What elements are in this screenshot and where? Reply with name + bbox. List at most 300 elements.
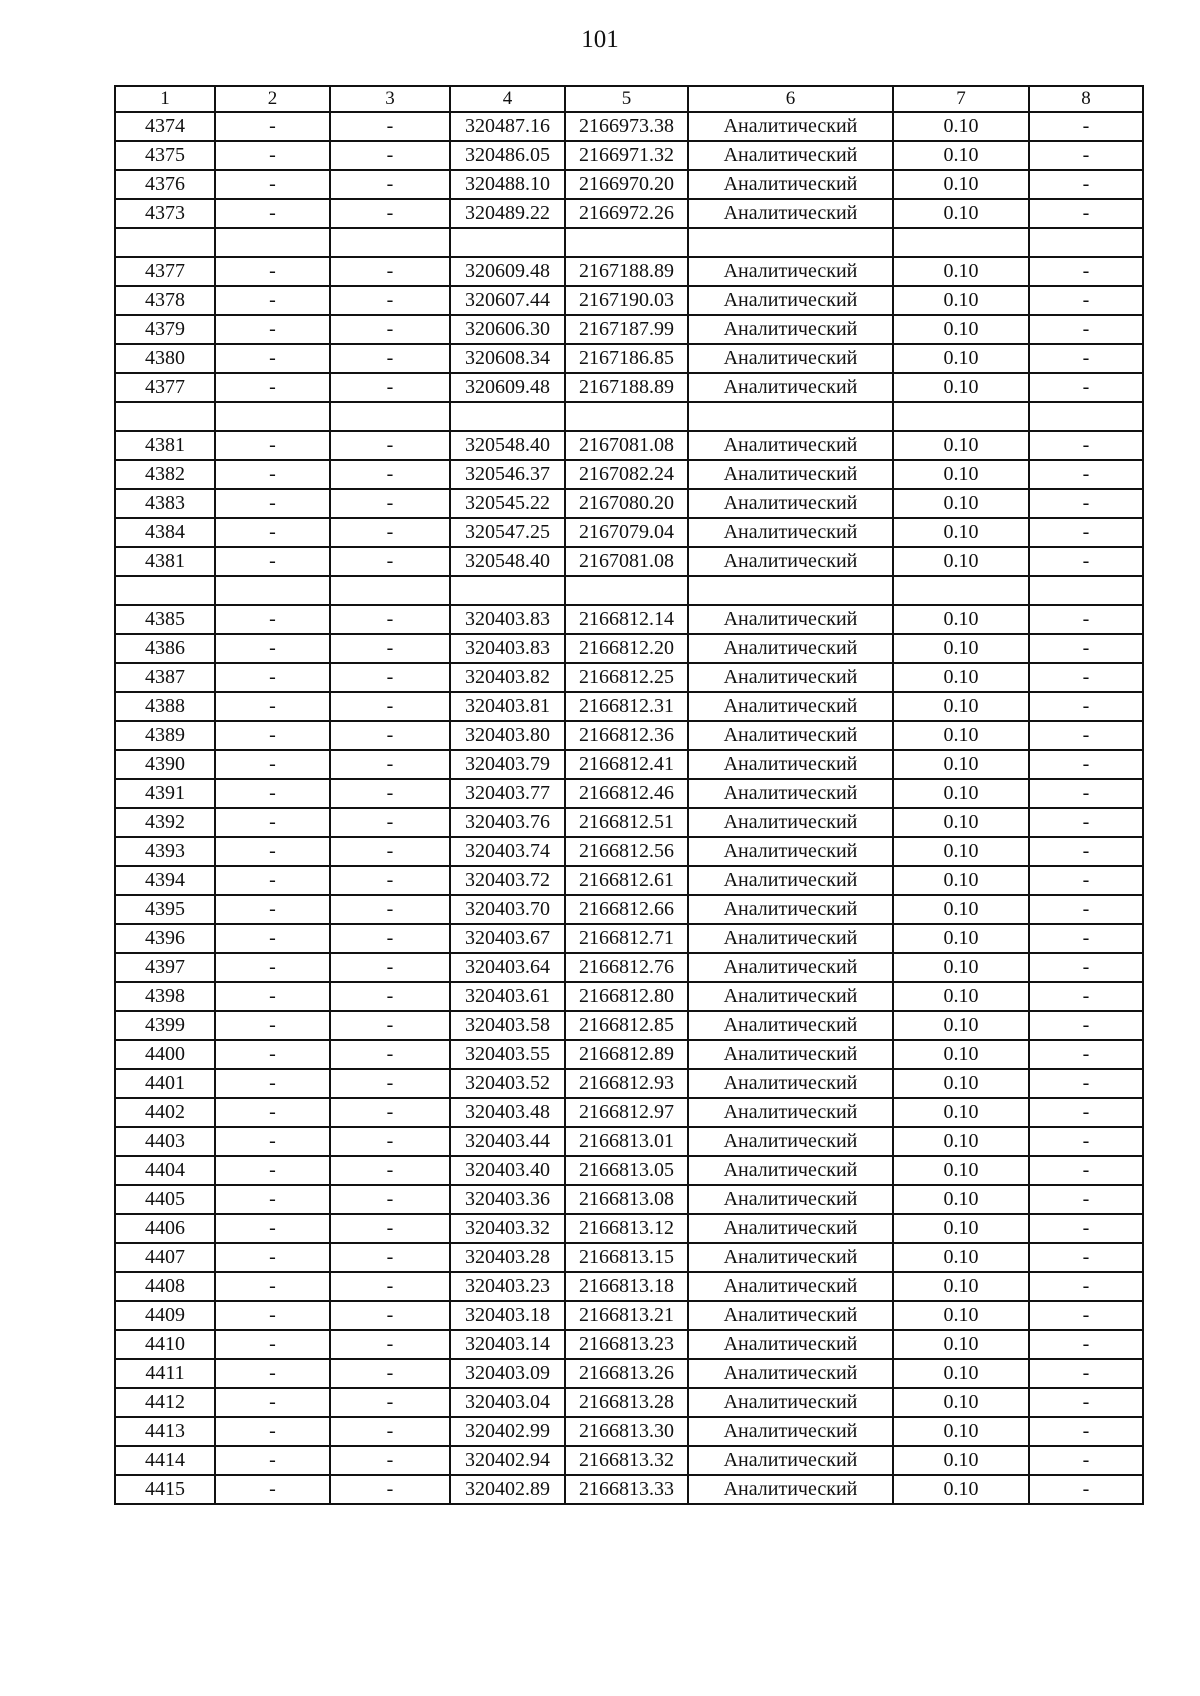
point-number-cell: 4395	[115, 895, 215, 924]
table-row	[115, 692, 1143, 721]
table-row	[115, 663, 1143, 692]
column-8-cell: -	[1029, 953, 1143, 982]
column-8-cell: -	[1029, 547, 1143, 576]
table-row	[115, 1069, 1143, 1098]
column-2-cell: -	[215, 779, 330, 808]
accuracy-cell: 0.10	[893, 1475, 1029, 1504]
accuracy-cell: 0.10	[893, 866, 1029, 895]
accuracy-cell: 0.10	[893, 1069, 1029, 1098]
method-cell: Аналитический	[688, 634, 893, 663]
column-2-cell: -	[215, 489, 330, 518]
x-coordinate-cell: 320403.52	[450, 1069, 565, 1098]
point-number-cell: 4374	[115, 112, 215, 141]
column-2-cell: -	[215, 982, 330, 1011]
accuracy-cell: 0.10	[893, 1156, 1029, 1185]
y-coordinate-cell: 2166812.31	[565, 692, 688, 721]
accuracy-cell: 0.10	[893, 808, 1029, 837]
x-coordinate-cell: 320609.48	[450, 257, 565, 286]
point-number-cell: 4409	[115, 1301, 215, 1330]
point-number-cell: 4403	[115, 1127, 215, 1156]
table-row	[115, 1330, 1143, 1359]
x-coordinate-cell: 320608.34	[450, 344, 565, 373]
column-3-cell: -	[330, 1185, 450, 1214]
column-2-cell: -	[215, 953, 330, 982]
column-2-cell: -	[215, 373, 330, 402]
point-number-cell	[115, 228, 215, 257]
table-row	[115, 431, 1143, 460]
column-3-cell: -	[330, 257, 450, 286]
column-header: 2	[215, 86, 330, 112]
column-3-cell: -	[330, 1127, 450, 1156]
table-row	[115, 489, 1143, 518]
table-row	[115, 373, 1143, 402]
y-coordinate-cell: 2166812.51	[565, 808, 688, 837]
point-number-cell: 4391	[115, 779, 215, 808]
table-row	[115, 547, 1143, 576]
column-8-cell: -	[1029, 634, 1143, 663]
accuracy-cell	[893, 576, 1029, 605]
table-row	[115, 460, 1143, 489]
accuracy-cell: 0.10	[893, 721, 1029, 750]
column-2-cell: -	[215, 605, 330, 634]
accuracy-cell: 0.10	[893, 692, 1029, 721]
column-3-cell: -	[330, 547, 450, 576]
accuracy-cell: 0.10	[893, 953, 1029, 982]
point-number-cell: 4377	[115, 373, 215, 402]
table-row	[115, 1156, 1143, 1185]
method-cell: Аналитический	[688, 837, 893, 866]
point-number-cell: 4405	[115, 1185, 215, 1214]
accuracy-cell: 0.10	[893, 1040, 1029, 1069]
column-8-cell: -	[1029, 1272, 1143, 1301]
method-cell: Аналитический	[688, 1417, 893, 1446]
method-cell: Аналитический	[688, 1214, 893, 1243]
accuracy-cell: 0.10	[893, 750, 1029, 779]
y-coordinate-cell: 2166812.80	[565, 982, 688, 1011]
y-coordinate-cell: 2166812.41	[565, 750, 688, 779]
accuracy-cell: 0.10	[893, 1359, 1029, 1388]
table-row	[115, 605, 1143, 634]
accuracy-cell	[893, 402, 1029, 431]
column-2-cell: -	[215, 460, 330, 489]
column-8-cell: -	[1029, 1243, 1143, 1272]
x-coordinate-cell: 320403.77	[450, 779, 565, 808]
column-3-cell: -	[330, 982, 450, 1011]
x-coordinate-cell: 320403.09	[450, 1359, 565, 1388]
accuracy-cell: 0.10	[893, 837, 1029, 866]
table-row	[115, 518, 1143, 547]
column-2-cell	[215, 576, 330, 605]
column-8-cell: -	[1029, 489, 1143, 518]
column-8-cell	[1029, 576, 1143, 605]
accuracy-cell: 0.10	[893, 460, 1029, 489]
accuracy-cell: 0.10	[893, 489, 1029, 518]
column-header: 1	[115, 86, 215, 112]
method-cell: Аналитический	[688, 1011, 893, 1040]
column-2-cell: -	[215, 1156, 330, 1185]
point-number-cell: 4401	[115, 1069, 215, 1098]
x-coordinate-cell: 320548.40	[450, 547, 565, 576]
table-row	[115, 344, 1143, 373]
column-3-cell: -	[330, 112, 450, 141]
accuracy-cell: 0.10	[893, 634, 1029, 663]
point-number-cell: 4402	[115, 1098, 215, 1127]
column-2-cell: -	[215, 663, 330, 692]
y-coordinate-cell: 2167079.04	[565, 518, 688, 547]
method-cell: Аналитический	[688, 1098, 893, 1127]
table-row	[115, 1040, 1143, 1069]
accuracy-cell: 0.10	[893, 344, 1029, 373]
column-3-cell: -	[330, 1069, 450, 1098]
x-coordinate-cell: 320403.81	[450, 692, 565, 721]
accuracy-cell: 0.10	[893, 112, 1029, 141]
y-coordinate-cell: 2166972.26	[565, 199, 688, 228]
x-coordinate-cell: 320487.16	[450, 112, 565, 141]
accuracy-cell: 0.10	[893, 286, 1029, 315]
column-2-cell: -	[215, 808, 330, 837]
y-coordinate-cell: 2166973.38	[565, 112, 688, 141]
x-coordinate-cell: 320403.44	[450, 1127, 565, 1156]
table-header-row	[115, 86, 1143, 112]
y-coordinate-cell: 2166812.36	[565, 721, 688, 750]
point-number-cell: 4415	[115, 1475, 215, 1504]
column-8-cell: -	[1029, 721, 1143, 750]
column-8-cell: -	[1029, 286, 1143, 315]
x-coordinate-cell: 320546.37	[450, 460, 565, 489]
point-number-cell: 4410	[115, 1330, 215, 1359]
accuracy-cell: 0.10	[893, 1388, 1029, 1417]
method-cell: Аналитический	[688, 982, 893, 1011]
table-row	[115, 141, 1143, 170]
accuracy-cell: 0.10	[893, 199, 1029, 228]
column-8-cell: -	[1029, 1417, 1143, 1446]
column-header: 3	[330, 86, 450, 112]
column-header: 7	[893, 86, 1029, 112]
column-header: 6	[688, 86, 893, 112]
x-coordinate-cell: 320403.04	[450, 1388, 565, 1417]
column-2-cell: -	[215, 924, 330, 953]
column-8-cell: -	[1029, 605, 1143, 634]
accuracy-cell	[893, 228, 1029, 257]
table-row	[115, 895, 1143, 924]
point-number-cell: 4411	[115, 1359, 215, 1388]
method-cell: Аналитический	[688, 1330, 893, 1359]
method-cell: Аналитический	[688, 1475, 893, 1504]
accuracy-cell: 0.10	[893, 1243, 1029, 1272]
column-2-cell: -	[215, 750, 330, 779]
table-row	[115, 112, 1143, 141]
method-cell: Аналитический	[688, 605, 893, 634]
column-3-cell: -	[330, 1272, 450, 1301]
column-8-cell: -	[1029, 1185, 1143, 1214]
column-8-cell: -	[1029, 141, 1143, 170]
x-coordinate-cell	[450, 228, 565, 257]
column-8-cell: -	[1029, 344, 1143, 373]
point-number-cell: 4394	[115, 866, 215, 895]
point-number-cell: 4389	[115, 721, 215, 750]
y-coordinate-cell: 2166813.18	[565, 1272, 688, 1301]
table-row	[115, 634, 1143, 663]
method-cell: Аналитический	[688, 431, 893, 460]
point-number-cell: 4387	[115, 663, 215, 692]
point-number-cell: 4413	[115, 1417, 215, 1446]
column-2-cell: -	[215, 1272, 330, 1301]
table-row	[115, 982, 1143, 1011]
column-8-cell: -	[1029, 431, 1143, 460]
column-8-cell: -	[1029, 373, 1143, 402]
x-coordinate-cell: 320403.18	[450, 1301, 565, 1330]
method-cell: Аналитический	[688, 808, 893, 837]
column-8-cell	[1029, 402, 1143, 431]
accuracy-cell: 0.10	[893, 924, 1029, 953]
method-cell	[688, 402, 893, 431]
x-coordinate-cell: 320402.94	[450, 1446, 565, 1475]
y-coordinate-cell: 2166813.12	[565, 1214, 688, 1243]
x-coordinate-cell: 320489.22	[450, 199, 565, 228]
x-coordinate-cell: 320403.72	[450, 866, 565, 895]
column-3-cell: -	[330, 518, 450, 547]
x-coordinate-cell: 320486.05	[450, 141, 565, 170]
column-3-cell: -	[330, 721, 450, 750]
y-coordinate-cell: 2167190.03	[565, 286, 688, 315]
column-2-cell: -	[215, 692, 330, 721]
column-3-cell: -	[330, 1011, 450, 1040]
x-coordinate-cell: 320403.83	[450, 605, 565, 634]
column-8-cell: -	[1029, 924, 1143, 953]
y-coordinate-cell	[565, 402, 688, 431]
accuracy-cell: 0.10	[893, 547, 1029, 576]
point-number-cell	[115, 402, 215, 431]
table-row	[115, 953, 1143, 982]
column-3-cell: -	[330, 431, 450, 460]
column-8-cell: -	[1029, 1011, 1143, 1040]
column-3-cell: -	[330, 460, 450, 489]
table-row	[115, 315, 1143, 344]
accuracy-cell: 0.10	[893, 1098, 1029, 1127]
method-cell: Аналитический	[688, 518, 893, 547]
y-coordinate-cell: 2167081.08	[565, 431, 688, 460]
point-number-cell: 4408	[115, 1272, 215, 1301]
column-3-cell: -	[330, 1243, 450, 1272]
table-row	[115, 1388, 1143, 1417]
column-3-cell: -	[330, 1446, 450, 1475]
column-3-cell: -	[330, 663, 450, 692]
column-3-cell: -	[330, 1040, 450, 1069]
column-3-cell: -	[330, 170, 450, 199]
column-8-cell: -	[1029, 663, 1143, 692]
point-number-cell: 4404	[115, 1156, 215, 1185]
y-coordinate-cell: 2166813.05	[565, 1156, 688, 1185]
point-number-cell: 4388	[115, 692, 215, 721]
accuracy-cell: 0.10	[893, 779, 1029, 808]
table-row	[115, 1272, 1143, 1301]
table-row	[115, 228, 1143, 257]
column-8-cell: -	[1029, 170, 1143, 199]
accuracy-cell: 0.10	[893, 257, 1029, 286]
method-cell: Аналитический	[688, 141, 893, 170]
column-8-cell: -	[1029, 1069, 1143, 1098]
column-2-cell: -	[215, 634, 330, 663]
column-2-cell: -	[215, 1069, 330, 1098]
x-coordinate-cell: 320403.28	[450, 1243, 565, 1272]
column-8-cell: -	[1029, 982, 1143, 1011]
column-3-cell: -	[330, 779, 450, 808]
column-header: 8	[1029, 86, 1143, 112]
column-2-cell	[215, 402, 330, 431]
point-number-cell: 4412	[115, 1388, 215, 1417]
point-number-cell: 4414	[115, 1446, 215, 1475]
column-2-cell: -	[215, 1388, 330, 1417]
method-cell: Аналитический	[688, 721, 893, 750]
table-row	[115, 1011, 1143, 1040]
method-cell: Аналитический	[688, 344, 893, 373]
column-3-cell	[330, 228, 450, 257]
column-2-cell: -	[215, 141, 330, 170]
method-cell: Аналитический	[688, 663, 893, 692]
y-coordinate-cell: 2166813.32	[565, 1446, 688, 1475]
x-coordinate-cell: 320403.83	[450, 634, 565, 663]
column-8-cell: -	[1029, 112, 1143, 141]
column-2-cell: -	[215, 1446, 330, 1475]
accuracy-cell: 0.10	[893, 1214, 1029, 1243]
column-8-cell: -	[1029, 779, 1143, 808]
method-cell: Аналитический	[688, 170, 893, 199]
column-3-cell: -	[330, 1388, 450, 1417]
column-2-cell: -	[215, 1127, 330, 1156]
column-3-cell: -	[330, 808, 450, 837]
accuracy-cell: 0.10	[893, 1185, 1029, 1214]
y-coordinate-cell: 2166812.85	[565, 1011, 688, 1040]
method-cell	[688, 576, 893, 605]
column-2-cell: -	[215, 1040, 330, 1069]
column-8-cell: -	[1029, 1127, 1143, 1156]
x-coordinate-cell: 320403.61	[450, 982, 565, 1011]
y-coordinate-cell: 2166812.61	[565, 866, 688, 895]
point-number-cell: 4386	[115, 634, 215, 663]
accuracy-cell: 0.10	[893, 373, 1029, 402]
column-2-cell: -	[215, 1011, 330, 1040]
column-2-cell: -	[215, 431, 330, 460]
y-coordinate-cell: 2166813.21	[565, 1301, 688, 1330]
y-coordinate-cell: 2166813.30	[565, 1417, 688, 1446]
column-8-cell: -	[1029, 837, 1143, 866]
method-cell: Аналитический	[688, 315, 893, 344]
column-8-cell: -	[1029, 1446, 1143, 1475]
table-row	[115, 837, 1143, 866]
column-3-cell: -	[330, 750, 450, 779]
column-3-cell: -	[330, 866, 450, 895]
method-cell: Аналитический	[688, 1185, 893, 1214]
accuracy-cell: 0.10	[893, 315, 1029, 344]
table-row	[115, 808, 1143, 837]
column-3-cell: -	[330, 286, 450, 315]
x-coordinate-cell: 320403.36	[450, 1185, 565, 1214]
y-coordinate-cell: 2166812.56	[565, 837, 688, 866]
column-8-cell: -	[1029, 750, 1143, 779]
point-number-cell: 4385	[115, 605, 215, 634]
accuracy-cell: 0.10	[893, 1301, 1029, 1330]
method-cell: Аналитический	[688, 373, 893, 402]
method-cell: Аналитический	[688, 112, 893, 141]
column-3-cell: -	[330, 1330, 450, 1359]
column-8-cell: -	[1029, 808, 1143, 837]
method-cell: Аналитический	[688, 1388, 893, 1417]
x-coordinate-cell	[450, 576, 565, 605]
column-header: 5	[565, 86, 688, 112]
x-coordinate-cell: 320403.55	[450, 1040, 565, 1069]
column-8-cell: -	[1029, 1040, 1143, 1069]
accuracy-cell: 0.10	[893, 1330, 1029, 1359]
table-row	[115, 286, 1143, 315]
column-8-cell	[1029, 228, 1143, 257]
column-3-cell: -	[330, 924, 450, 953]
x-coordinate-cell: 320403.58	[450, 1011, 565, 1040]
table-row	[115, 1417, 1143, 1446]
y-coordinate-cell: 2166812.25	[565, 663, 688, 692]
column-3-cell: -	[330, 953, 450, 982]
method-cell: Аналитический	[688, 924, 893, 953]
y-coordinate-cell: 2166813.01	[565, 1127, 688, 1156]
column-8-cell: -	[1029, 1388, 1143, 1417]
method-cell: Аналитический	[688, 1359, 893, 1388]
table-row	[115, 1446, 1143, 1475]
method-cell: Аналитический	[688, 286, 893, 315]
x-coordinate-cell	[450, 402, 565, 431]
y-coordinate-cell: 2166812.14	[565, 605, 688, 634]
accuracy-cell: 0.10	[893, 663, 1029, 692]
y-coordinate-cell: 2167081.08	[565, 547, 688, 576]
x-coordinate-cell: 320403.48	[450, 1098, 565, 1127]
x-coordinate-cell: 320488.10	[450, 170, 565, 199]
point-number-cell: 4381	[115, 431, 215, 460]
y-coordinate-cell: 2166812.76	[565, 953, 688, 982]
column-3-cell: -	[330, 373, 450, 402]
table-row	[115, 750, 1143, 779]
table-row	[115, 1243, 1143, 1272]
column-8-cell: -	[1029, 518, 1143, 547]
column-8-cell: -	[1029, 866, 1143, 895]
method-cell: Аналитический	[688, 199, 893, 228]
point-number-cell: 4380	[115, 344, 215, 373]
point-number-cell: 4377	[115, 257, 215, 286]
method-cell: Аналитический	[688, 489, 893, 518]
point-number-cell: 4398	[115, 982, 215, 1011]
table-row	[115, 1301, 1143, 1330]
column-2-cell: -	[215, 837, 330, 866]
method-cell	[688, 228, 893, 257]
x-coordinate-cell: 320402.99	[450, 1417, 565, 1446]
y-coordinate-cell: 2166970.20	[565, 170, 688, 199]
method-cell: Аналитический	[688, 953, 893, 982]
column-3-cell: -	[330, 1359, 450, 1388]
column-3-cell: -	[330, 605, 450, 634]
y-coordinate-cell: 2167188.89	[565, 373, 688, 402]
table-row	[115, 1185, 1143, 1214]
method-cell: Аналитический	[688, 1446, 893, 1475]
column-3-cell: -	[330, 141, 450, 170]
point-number-cell: 4384	[115, 518, 215, 547]
method-cell: Аналитический	[688, 1156, 893, 1185]
column-3-cell: -	[330, 489, 450, 518]
column-8-cell: -	[1029, 1301, 1143, 1330]
point-number-cell: 4393	[115, 837, 215, 866]
accuracy-cell: 0.10	[893, 518, 1029, 547]
column-2-cell: -	[215, 1475, 330, 1504]
column-8-cell: -	[1029, 1098, 1143, 1127]
x-coordinate-cell: 320403.67	[450, 924, 565, 953]
point-number-cell: 4382	[115, 460, 215, 489]
method-cell: Аналитический	[688, 1243, 893, 1272]
